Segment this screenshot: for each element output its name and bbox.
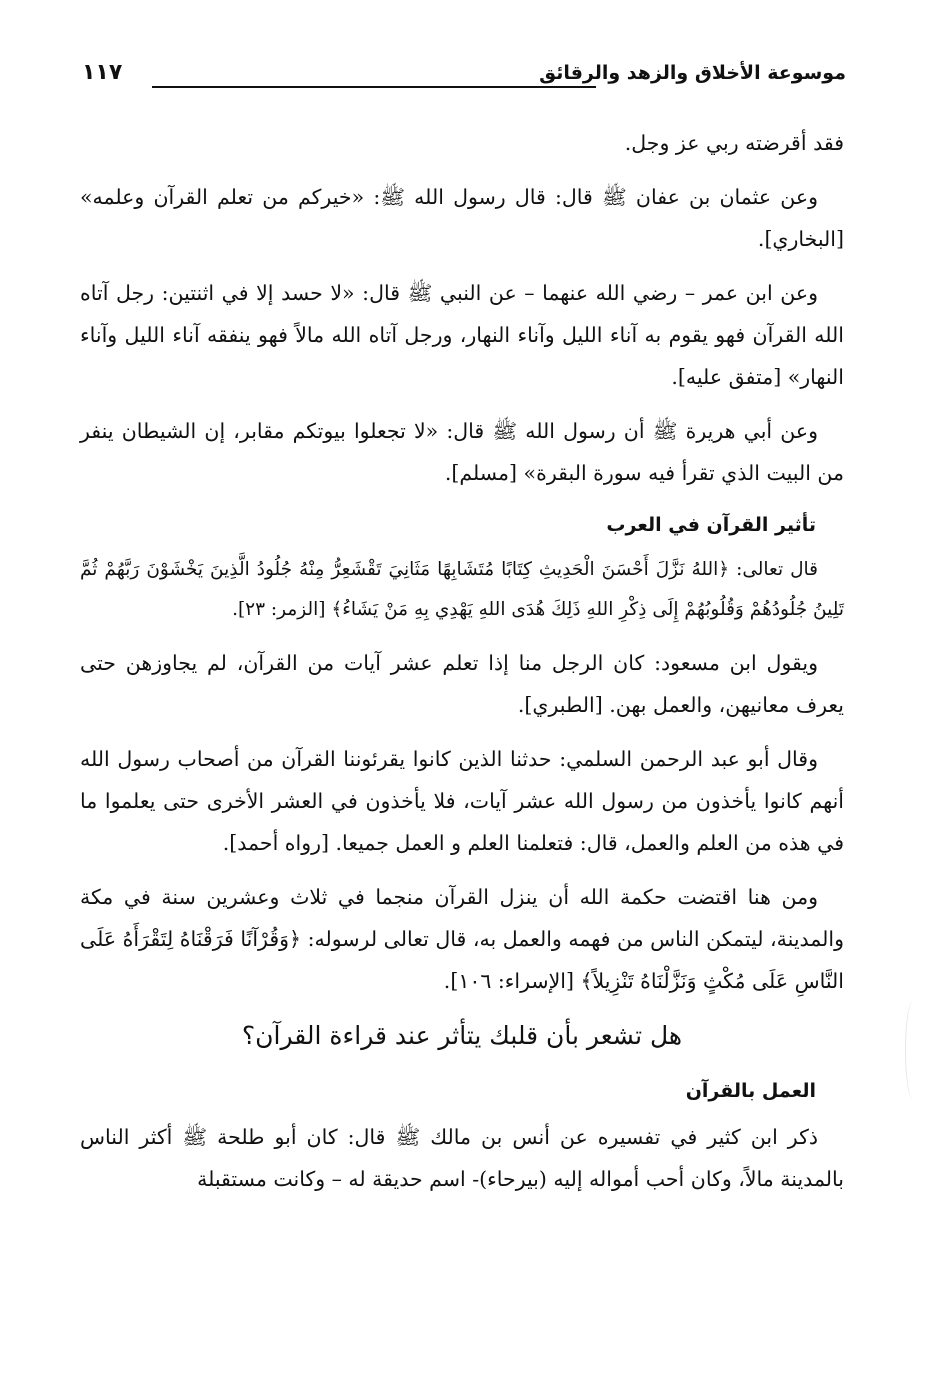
book-title: موسوعة الأخلاق والزهد والرقائق <box>539 62 846 84</box>
header-rule <box>152 86 596 88</box>
paragraph-hadith-uthman: وعن عثمان بن عفان ﷺ قال: قال رسول الله ﷺ: «خيركم من تعلم القرآن وعلمه» [البخاري]. <box>80 185 844 251</box>
paragraph-ibn-masud: ويقول ابن مسعود: كان الرجل منا إذا تعلم عشر آيات من القرآن، لم يجاوزهن حتى يعرف معانيهن، والعمل بهن. [الطبري]. <box>80 651 844 717</box>
paragraph-hadith-abu-hurairah: وعن أبي هريرة ﷺ أن رسول الله ﷺ قال: «لا تجعلوا بيوتكم مقابر، إن الشيطان ينفر من البيت الذي تقرأ فيه سورة البقرة» [مسلم]. <box>80 419 844 485</box>
paragraph-hadith-ibn-umar: وعن ابن عمر – رضي الله عنهما – عن النبي ﷺ قال: «لا حسد إلا في اثنتين: رجل آتاه الله القرآن فهو يقوم به آناء الليل وآناء النهار، ورجل آتاه الله مالاً فهو ينفقه آناء الليل وآناء النهار» [متفق عليه]. <box>80 281 844 389</box>
paragraph-intro: فقد أقرضته ربي عز وجل. <box>624 131 844 155</box>
page-number: ١١٧ <box>82 60 123 85</box>
paragraph-al-sulami: وقال أبو عبد الرحمن السلمي: حدثنا الذين كانوا يقرئوننا القرآن من أصحاب رسول الله أنهم كانوا يأخذون من رسول الله عشر آيات، فلا يأخذون في العشر الأخرى حتى يعلموا ما في هذه من العلم والعمل، قال: فتعلمنا العلم و العمل جميعا. [رواه أحمد]. <box>80 747 844 855</box>
paragraph-ibn-kathir: ذكر ابن كثير في تفسيره عن أنس بن مالك ﷺ قال: كان أبو طلحة ﷺ أكثر الناس بالمدينة مالاً، وكان أحب أمواله إليه (بيرحاء)- اسم حديقة له – وكانت مستقبلة <box>80 1125 844 1191</box>
reflection-question: هل تشعر بأن قلبك يتأثر عند قراءة القرآن؟ <box>241 1021 683 1050</box>
scan-margin-mark <box>905 1000 922 1100</box>
paragraph-gradual-revelation: ومن هنا اقتضت حكمة الله أن ينزل القرآن منجما في ثلاث وعشرين سنة في مكة والمدينة، ليتمكن الناس من فهمه والعمل به، قال تعالى لرسوله: ﴿وَقُرْآنًا فَرَقْنَاهُ لِتَقْرَأَهُ عَلَى النَّاسِ عَلَى مُكْثٍ وَنَزَّلْنَاهُ تَنْزِيلاً﴾ [الإسراء: ١٠٦]. <box>80 885 844 993</box>
paragraph-quran-zumar: قال تعالى: ﴿اللهُ نَزَّلَ أَحْسَنَ الْحَدِيثِ كِتَابًا مُتَشَابِهًا مَثَانِيَ تَقْشَعِرُّ مِنْهُ جُلُودُ الَّذِينَ يَخْشَوْنَ رَبَّهُمْ ثُمَّ تَلِينُ جُلُودُهُمْ وَقُلُوبُهُمْ إِلَى ذِكْرِ اللهِ ذَلِكَ هُدَى اللهِ يَهْدِي بِهِ مَنْ يَشَاءُ﴾ [الزمر: ٢٣]. <box>80 559 844 620</box>
section-heading-acting: العمل بالقرآن <box>685 1080 816 1102</box>
page-header <box>82 58 846 98</box>
section-heading-influence: تأثير القرآن في العرب <box>606 514 816 536</box>
page-body <box>80 122 844 1212</box>
